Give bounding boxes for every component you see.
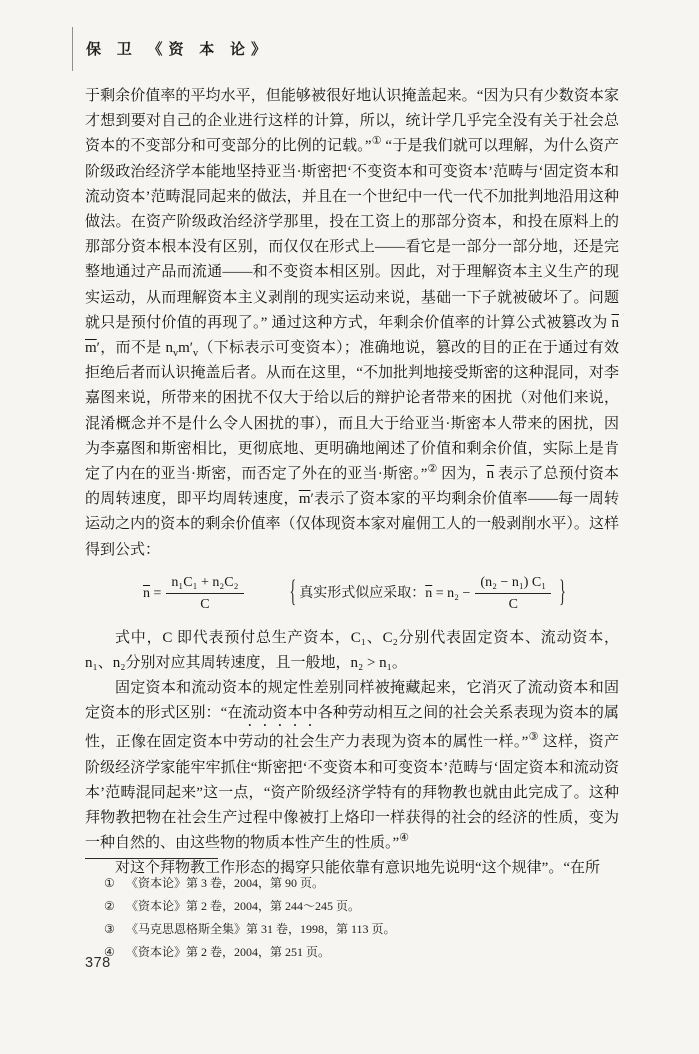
- overline-symbol: $\overline{n}$: [143, 586, 150, 602]
- formula-main-lhs: $\overline{n}$ =: [143, 586, 162, 602]
- overline-symbol: $\overline{n}$: [425, 586, 433, 602]
- footnote: [104, 918, 396, 941]
- formula-note-label: 真实形式似应采取：: [299, 586, 426, 602]
- footnote-marker: ④: [104, 945, 115, 959]
- paragraph: 式中，C 即代表预付总生产资本，C₁、C₂分别代表固定资本、流动资本，n₁、n₂分别对应其周转速度，且一般地，n₂ > n₁。: [85, 629, 619, 672]
- formula-note-lhs: $\overline{n} = n_2$ −: [425, 586, 471, 602]
- running-head: 保 卫 《资 本 论》: [86, 42, 273, 58]
- overline-symbol: $\overline{m}$: [85, 340, 97, 357]
- emphasized-text: 流动资本中: [242, 705, 318, 722]
- footnote: [104, 895, 396, 918]
- footnote-marker: ②: [104, 899, 115, 913]
- fraction-numerator: n₁C₁ + n₂C₂: [166, 574, 243, 595]
- fraction-denominator: C: [200, 597, 210, 613]
- footnote: [104, 872, 396, 895]
- subscript: v: [173, 348, 179, 360]
- paragraph: 于剩余价值率的平均水平，但能够被很好地认识掩盖起来。“因为只有少数资本家才想到要对自己的企业进行这样的计算，所以，统计学几乎完全没有关于社会总资本的不变部分和可变部分的比例的记载。”① “于是我们就可以理解，为什么资产阶级政治经济学本能地坚持亚当·斯密把‘不变资本和可变资本’范畴与‘固定资本和流动资本’范畴混同起来的做法，并且在一个世纪中一代一代不加批判地沿用这种做法。在资产阶级政治经济学那里，投在工资上的那部分资本，和投在原料上的那部分资本根本没有区别，而仅仅在形式上——看它是一部分一部分地，还是完整地通过产品而流通——和不变资本相区别。因此，对于理解资本主义生产的现实运动，从而理解资本主义剥削的现实运动来说，基础一下子就被破坏了。问题就只是预付价值的再现了。” 通过这种方式，年剩余价值率的计算公式被篡改为 $\overline{n}$ $\overline{m}'$，而不是 $n_vm'_v$（下标表示可变资本）；准确地说，篡改的目的正在于通过有效拒绝后者而认识掩盖后者。从而在这里，“不加批判地接受斯密的这种混同，对李嘉图来说，所带来的困扰不仅大于给以后的辩护论者带来的困扰（对他们来说，混淆概念并不是什么令人困扰的事），而且大于给亚当·斯密本人带来的困扰，因为李嘉图和斯密相比，更彻底地、更明确地阐述了价值和剩余价值，实际上是肯定了内在的亚当·斯密，而否定了外在的亚当·斯密。”② 因为，$\overline{n}$ 表示了总预付资本的周转速度，即平均周转速度，$\overline{m}'$表示了资本家的平均剩余价值率——每一周转运动之内的资本的剩余价值率（仅体现资本家对雇佣工人的一般剥削水平）。这样得到公式：: [85, 88, 619, 558]
- overline-symbol: $\overline{m}$: [298, 491, 311, 508]
- fraction: [475, 574, 551, 614]
- overline-symbol: $\overline{n}$: [486, 466, 495, 483]
- subscript: v: [193, 348, 199, 360]
- footnote-ref: ②: [427, 463, 438, 476]
- footnote-text: 《资本论》第 3 卷，2004，第 90 页。: [126, 876, 325, 890]
- header-rule: [72, 27, 73, 71]
- formula-main: [143, 574, 249, 614]
- formula-note: [287, 574, 569, 614]
- fraction: [166, 574, 243, 614]
- footnote-text: 《马克思恩格斯全集》第 31 卷，1998，第 113 页。: [126, 922, 396, 936]
- footnotes: [104, 872, 396, 964]
- footnote-ref: ③: [528, 731, 539, 744]
- formula-block: [143, 574, 619, 614]
- overline-symbol: $\overline{n}$: [611, 314, 619, 331]
- footnote-marker: ③: [104, 922, 115, 936]
- fraction-denominator: C: [508, 597, 518, 613]
- close-brace: }: [559, 576, 566, 610]
- footnote-divider: [85, 858, 218, 859]
- page-number: 378: [85, 955, 111, 971]
- footnote-text: 《资本论》第 2 卷，2004，第 244～245 页。: [126, 899, 361, 913]
- footnote: [104, 941, 396, 964]
- footnote-marker: ①: [104, 876, 115, 890]
- open-brace: {: [289, 576, 297, 610]
- footnote-text: 《资本论》第 2 卷，2004，第 251 页。: [126, 945, 331, 959]
- fraction-numerator: (n₂ − n₁) C₁: [475, 574, 551, 595]
- footnote-ref: ④: [399, 832, 409, 845]
- paragraph: 固定资本和流动资本的规定性差别同样被掩藏起来，它消灭了流动资本和固定资本的形式区别：“在流动资本中各种劳动相互之间的社会关系表现为资本的属性，正像在固定资本中劳动的社会生产力表现为资本的属性一样。”③ 这样，资产阶级经济学家能牢牢抓住“斯密把‘不变资本和可变资本’范畴与‘固定资本和流动资本’范畴混同起来”这一点，“资产阶级经济学特有的拜物教也就由此完成了。这种拜物教把物在社会生产过程中像被打上烙印一样获得的社会的经济的性质，变为一种自然的、由这些物的物质本性产生的性质。”④: [85, 680, 619, 852]
- footnote-ref: ①: [371, 135, 382, 148]
- main-text: [85, 84, 619, 882]
- paragraph: 对这个拜物教工作形态的揭穿只能依靠有意识地先说明“这个规律”。“在所: [115, 860, 600, 877]
